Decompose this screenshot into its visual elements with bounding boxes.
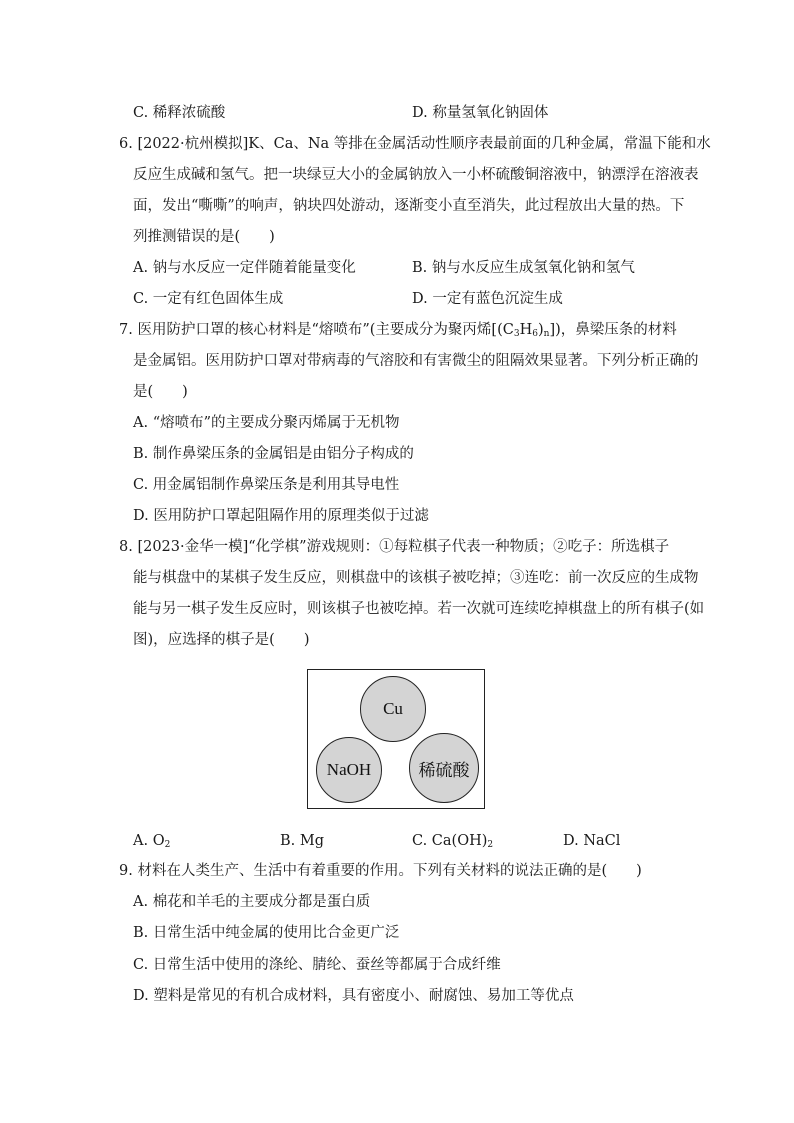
q7-stem-line-1: 7. 医用防护口罩的核心材料是“熔喷布”(主要成分为聚丙烯$[(C_3H_6)_n]$)，鼻梁压条的材料 [119, 322, 677, 339]
q5-option-c: C. 稀释浓硫酸 [133, 105, 226, 121]
q9-option-d: D. 塑料是常见的有机合成材料，具有密度小、耐腐蚀、易加工等优点 [133, 988, 574, 1004]
q8-stem-line-4: 图)，应选择的棋子是( ) [133, 632, 310, 648]
q6-stem-line-2: 反应生成碱和氢气。把一块绿豆大小的金属钠放入一小杯硫酸铜溶液中，钠漂浮在溶液表 [133, 167, 699, 183]
q8-stem-line-3: 能与另一棋子发生反应时，则该棋子也被吃掉。若一次就可连续吃掉棋盘上的所有棋子(如 [133, 601, 705, 617]
q6-option-a: A. 钠与水反应一定伴随着能量变化 [133, 260, 356, 276]
chess-piece-naoh: NaOH [316, 737, 382, 803]
q6-stem-line-3: 面，发出“嘶嘶”的响声，钠块四处游动，逐渐变小直至消失，此过程放出大量的热。下 [133, 198, 685, 214]
q9-stem-line-1: 9. 材料在人类生产、生活中有着重要的作用。下列有关材料的说法正确的是( ) [119, 863, 642, 879]
q9-option-b: B. 日常生活中纯金属的使用比合金更广泛 [133, 925, 400, 941]
q6-option-d: D. 一定有蓝色沉淀生成 [412, 291, 563, 307]
q8-stem-line-2: 能与棋盘中的某棋子发生反应，则棋盘中的该棋子被吃掉；③连吃：前一次反应的生成物 [133, 570, 699, 586]
q8-stem-line-1: 8. [2023·金华一模]“化学棋”游戏规则：①每粒棋子代表一种物质；②吃子：所选棋子 [119, 539, 670, 555]
q7-option-c: C. 用金属铝制作鼻梁压条是利用其导电性 [133, 477, 400, 493]
chess-piece-cu: Cu [360, 676, 426, 742]
chess-board-figure [307, 669, 485, 809]
q7-option-b: B. 制作鼻梁压条的金属铝是由铝分子构成的 [133, 446, 414, 462]
q7-stem-line-3: 是( ) [133, 384, 188, 400]
q8-option-a: A. $O_2$ [133, 833, 171, 850]
q6-option-b: B. 钠与水反应生成氢氧化钠和氢气 [412, 260, 635, 276]
q9-option-c: C. 日常生活中使用的涤纶、腈纶、蚕丝等都属于合成纤维 [133, 957, 501, 973]
q6-stem-line-1: 6. [2022·杭州模拟]K、Ca、Na 等排在金属活动性顺序表最前面的几种金属，常温下能和水 [119, 136, 711, 152]
q9-option-a: A. 棉花和羊毛的主要成分都是蛋白质 [133, 894, 371, 910]
q7-stem-line-2: 是金属铝。医用防护口罩对带病毒的气溶胶和有害微尘的阻隔效果显著。下列分析正确的 [133, 353, 699, 369]
q7-option-a: A. “熔喷布”的主要成分聚丙烯属于无机物 [133, 415, 400, 431]
q8-option-c: C. $Ca(OH)_2$ [412, 833, 494, 850]
q6-option-c: C. 一定有红色固体生成 [133, 291, 284, 307]
chess-piece-dilute-sulfuric-acid: 稀硫酸 [409, 733, 479, 803]
q8-option-d: D. NaCl [563, 833, 621, 849]
q8-option-b: B. Mg [280, 833, 325, 849]
q7-option-d: D. 医用防护口罩起阻隔作用的原理类似于过滤 [133, 508, 429, 524]
q6-stem-line-4: 列推测错误的是( ) [133, 229, 275, 245]
q5-option-d: D. 称量氢氧化钠固体 [412, 105, 549, 121]
